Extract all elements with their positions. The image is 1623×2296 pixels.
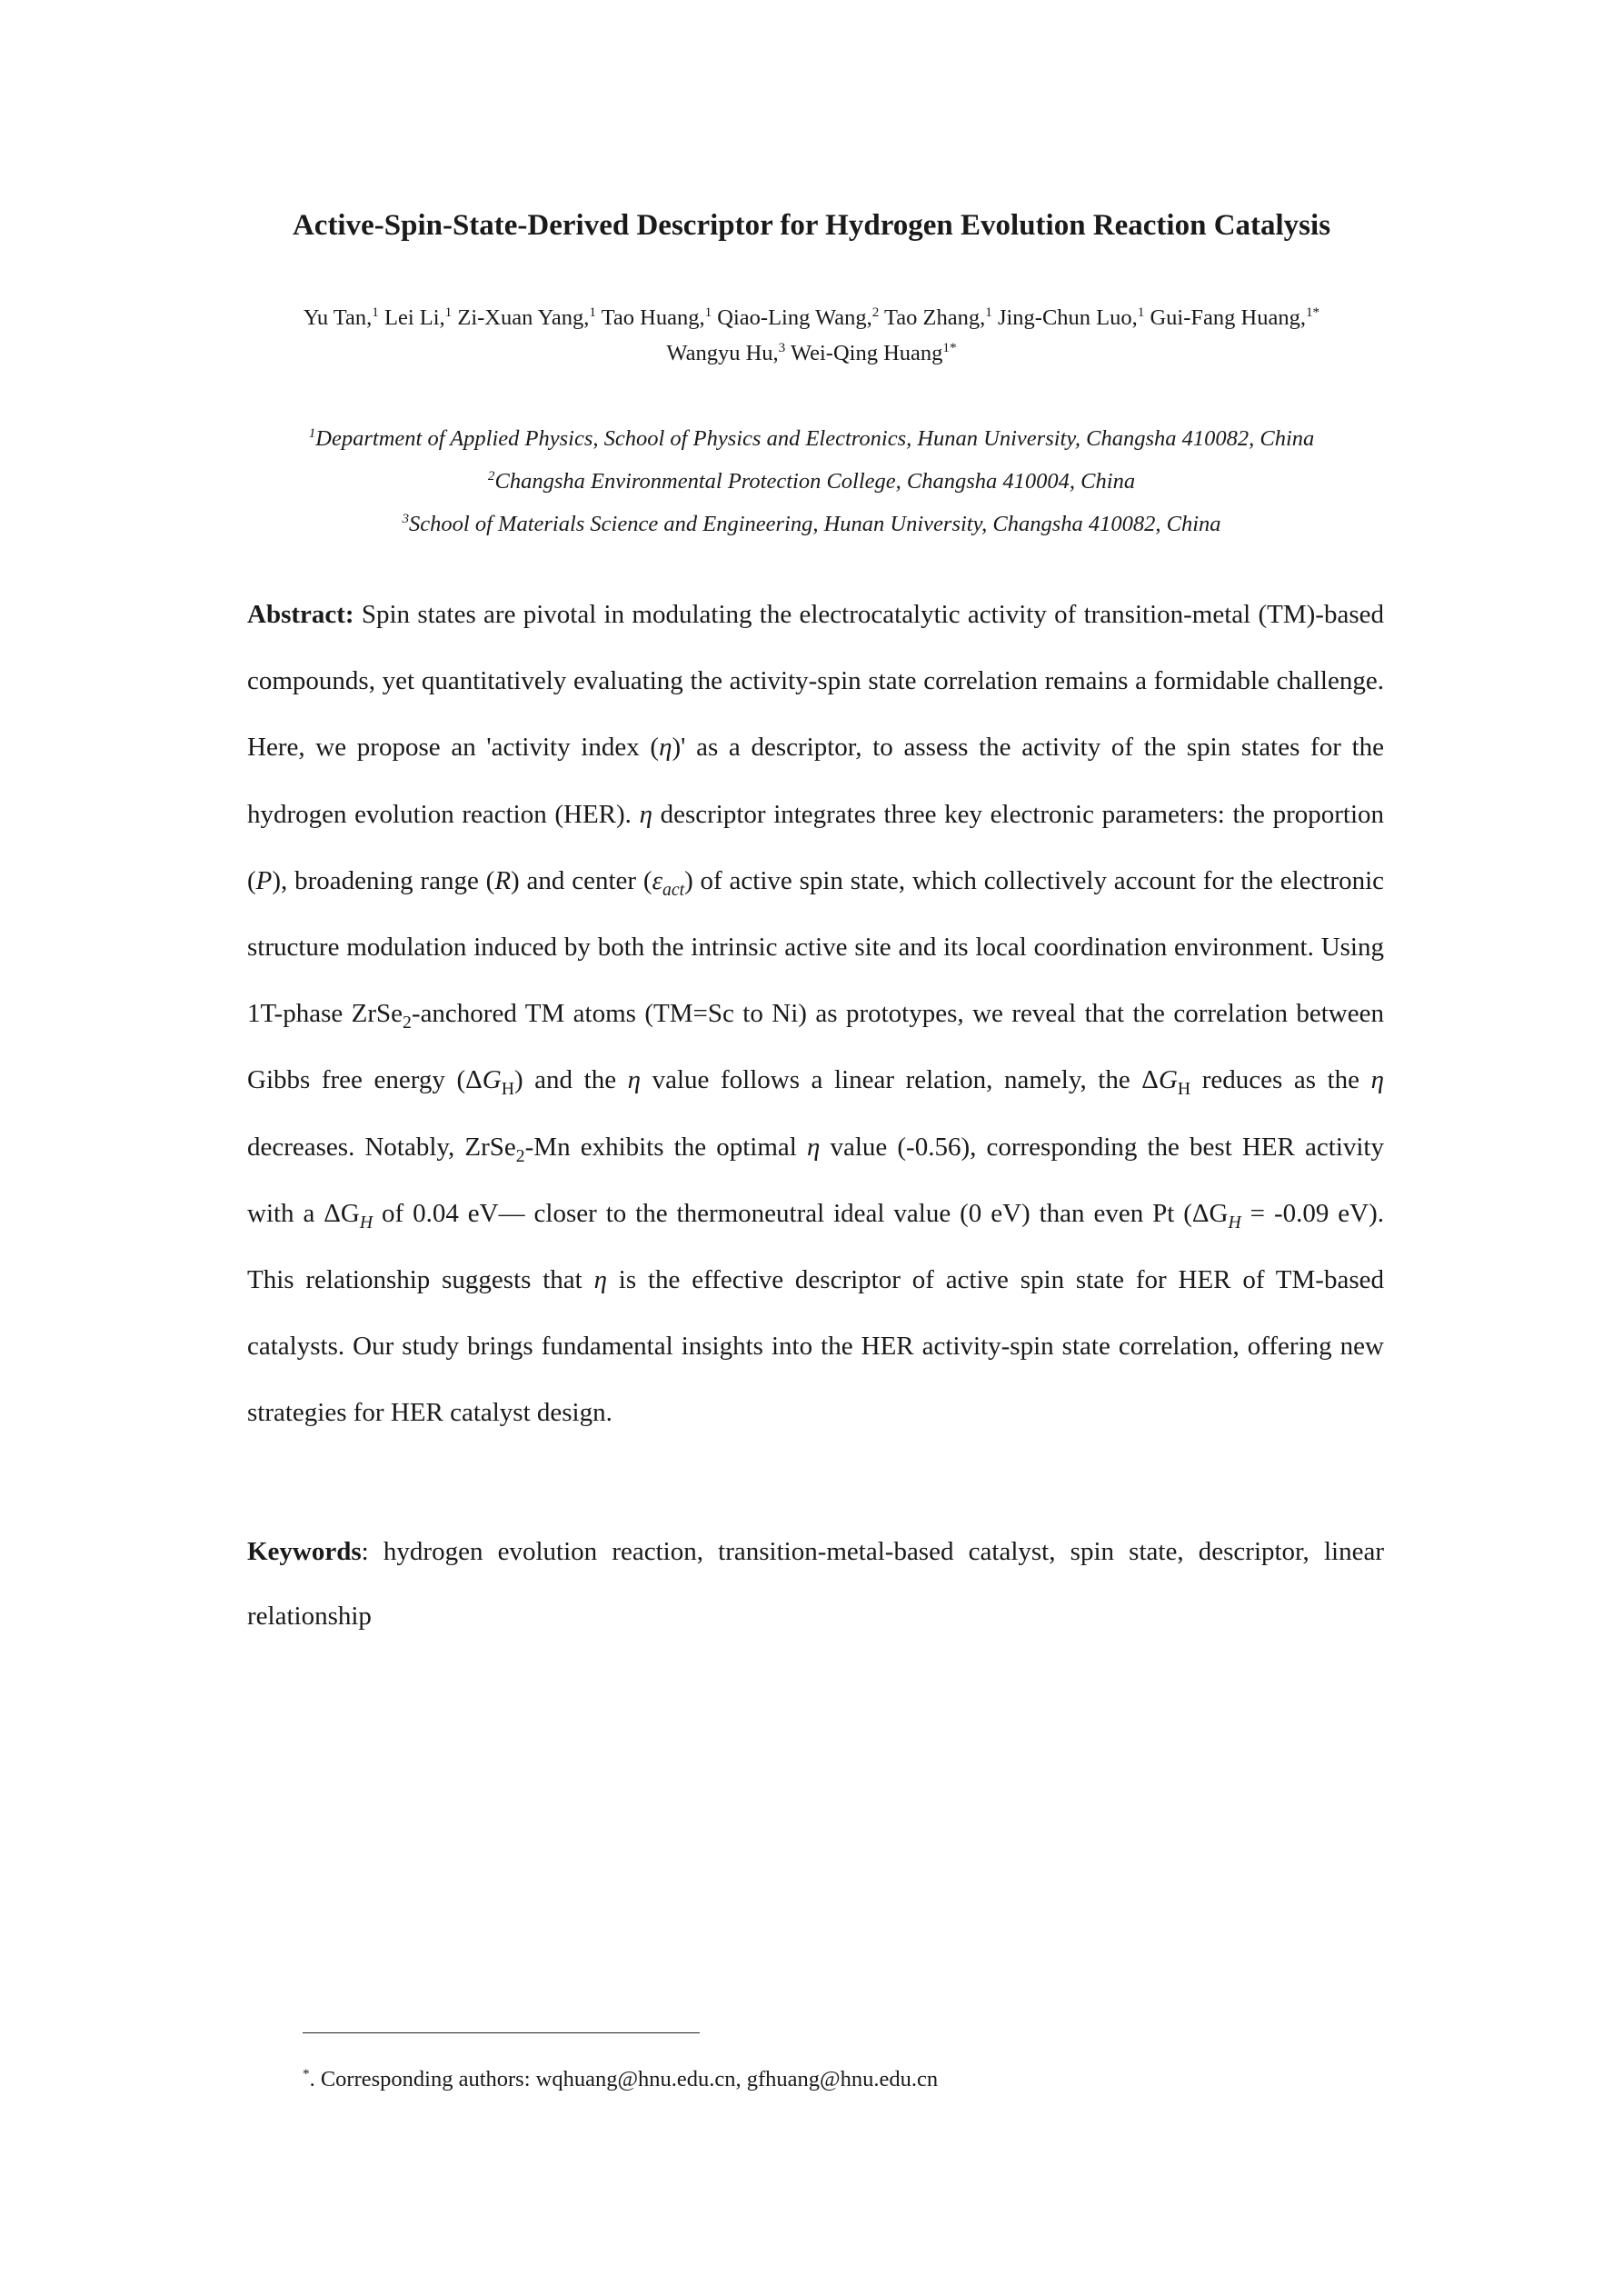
- abstract: Abstract: Spin states are pivotal in modulating the electrocatalytic activity of transition-metal (TM)-based compounds, yet quantitatively evaluating the activity-spin state correlation remains a formidable challenge. Here, we propose an 'activity index (η)' as a descriptor, to assess the activity of the spin states for the hydrogen evolution reaction (HER). η descriptor integrates three key electronic parameters: the proportion (P), broadening range (R) and center $(\varepsilon_{act})$ of active spin state, which collectively account for the electronic structure modulation induced by both the intrinsic active site and its local coordination environment. Using 1T-phase ZrSe$_2$-anchored TM atoms (TM=Sc to Ni) as prototypes, we reveal that the correlation between Gibbs free energy $(\Delta G_H)$ and the η value follows a linear relation, namely, the $\Delta G_H$ reduces as the η decreases. Notably, ZrSe$_2$-Mn exhibits the optimal η value (-0.56), corresponding the best HER activity with a $\Delta G_H$ of 0.04 eV— closer to the thermoneutral ideal value (0 eV) than even Pt ($\Delta G_H = -0.09$ eV). This relationship suggests that η is the effective descriptor of active spin state for HER of TM-based catalysts. Our study brings fundamental insights into the HER activity-spin state correlation, offering new strategies for HER catalyst design.: [247, 600, 1385, 1428]
- affiliation: $^3$School of Materials Science and Engineering, Hunan University, Changsha 410082, China: [402, 510, 1221, 536]
- author: Gui-Fang Huang,$^{1*}$: [1150, 304, 1320, 330]
- keywords: Keywords: hydrogen evolution reaction, transition-metal-based catalyst, spin state, descriptor, linear relationship: [247, 1537, 1384, 1631]
- footnote: *. Corresponding authors: wqhuang@hnu.edu.cn, gfhuang@hnu.edu.cn: [303, 2065, 939, 2091]
- author: Tao Zhang,$^1$: [883, 304, 992, 330]
- abstract-label: Abstract:: [247, 600, 354, 629]
- footnote-divider: [303, 2032, 700, 2033]
- author: Wei-Qing Huang$^{1*}$: [790, 339, 957, 365]
- author: Qiao-Ling Wang,$^2$: [717, 304, 880, 330]
- author: Wangyu Hu,$^3$: [666, 339, 786, 365]
- paper-title: Active-Spin-State-Derived Descriptor for Hydrogen Evolution Reaction Catalysis: [292, 209, 1331, 242]
- author: Jing-Chun Luo,$^1$: [997, 304, 1145, 330]
- author: Yu Tan,$^1$: [303, 304, 379, 330]
- keywords-label: Keywords: [247, 1537, 362, 1566]
- author: Lei Li,$^1$: [383, 304, 453, 330]
- author: Zi-Xuan Yang,$^1$: [457, 304, 596, 330]
- author: Tao Huang,$^1$: [601, 304, 712, 330]
- author-list: [200, 300, 1423, 371]
- affiliation: $^1$Department of Applied Physics, School of Physics and Electronics, Hunan University, Changsha 410082, China: [308, 424, 1315, 451]
- affiliation: $^2$Changsha Environmental Protection College, Changsha 410004, China: [487, 467, 1136, 494]
- affiliation-list: [182, 417, 1441, 545]
